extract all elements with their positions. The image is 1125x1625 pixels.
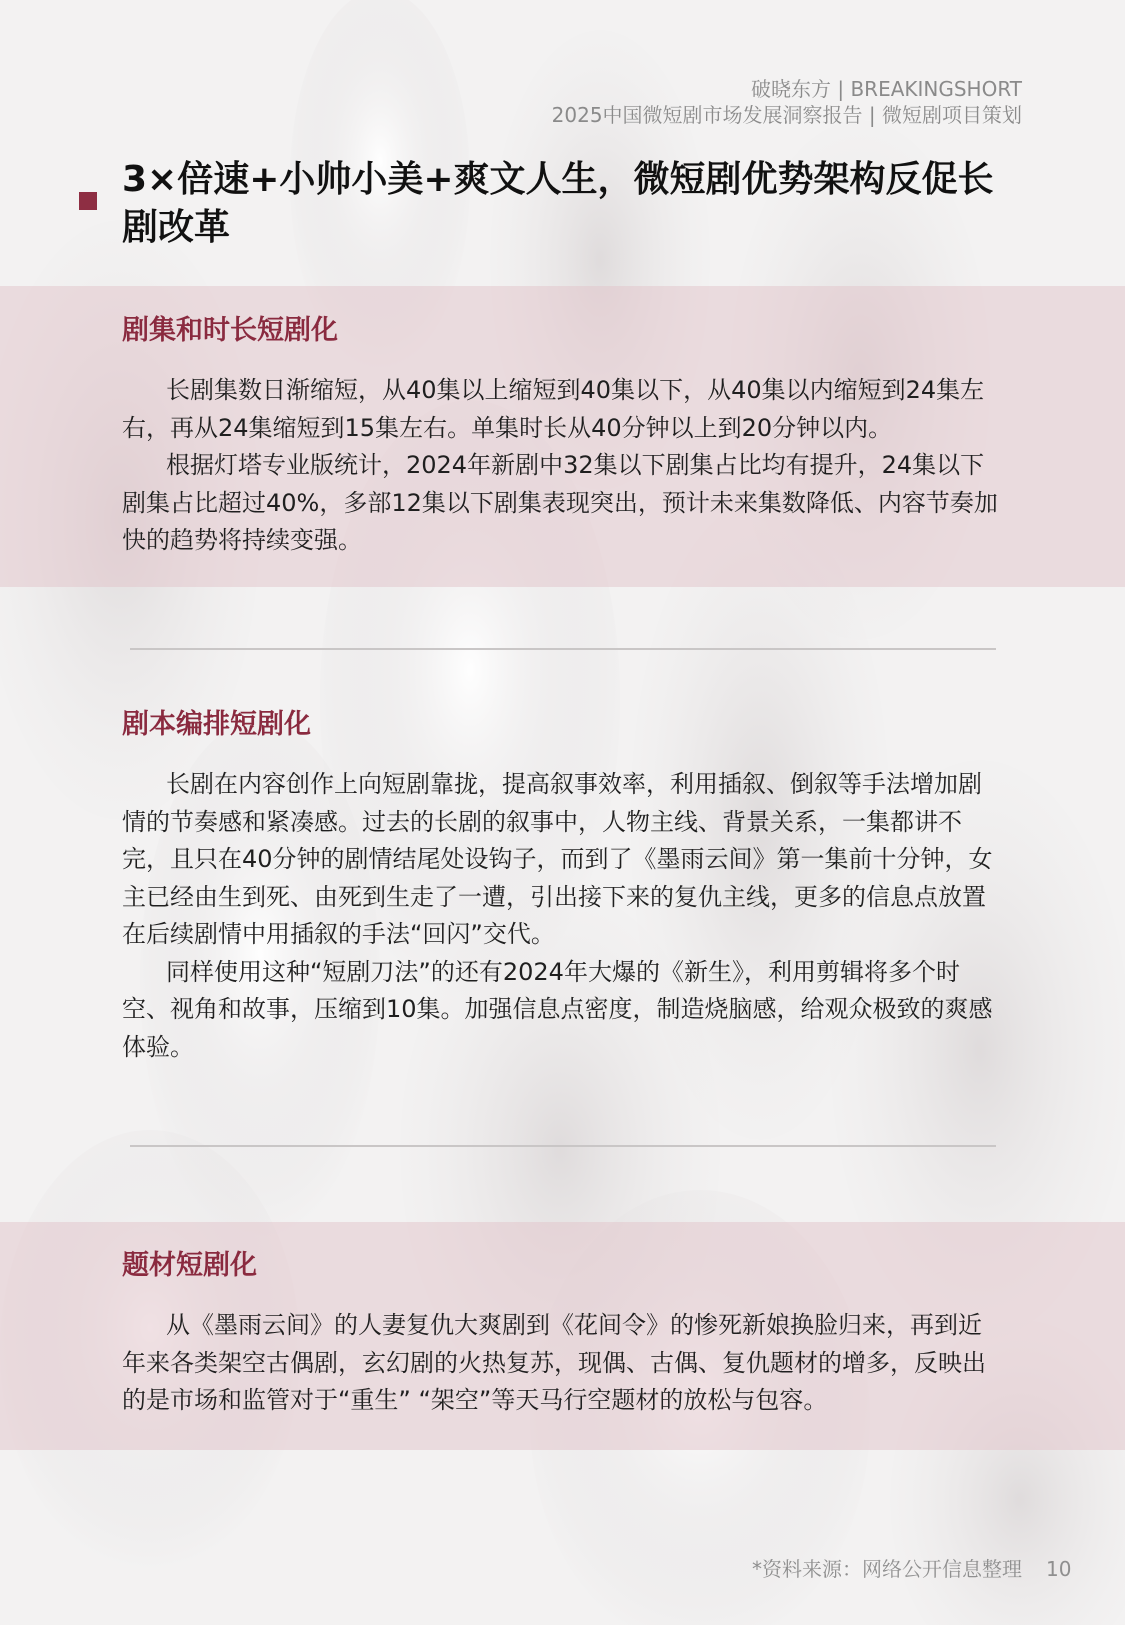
paragraph: 从《墨雨云间》的人妻复仇大爽剧到《花间令》的惨死新娘换脸归来，再到近年来各类架空古偶剧，玄幻剧的火热复苏，现偶、古偶、复仇题材的增多，反映出的是市场和监管对于“重生” “架空”等天马行空题材的放松与包容。 bbox=[122, 1311, 986, 1414]
page-title: 3×倍速+小帅小美+爽文人生，微短剧优势架构反促长剧改革 bbox=[122, 159, 994, 248]
section-body-script bbox=[122, 766, 1002, 1066]
section-body-episodes bbox=[122, 372, 1002, 560]
paragraph: 同样使用这种“短剧刀法”的还有2024年大爆的《新生》，利用剪辑将多个时空、视角和故事，压缩到10集。加强信息点密度，制造烧脑感，给观众极致的爽感体验。 bbox=[122, 957, 993, 1061]
title-marker bbox=[79, 192, 97, 210]
paragraph: 长剧在内容创作上向短剧靠拢，提高叙事效率，利用插叙、倒叙等手法增加剧情的节奏感和紧凑感。过去的长剧的叙事中，人物主线、背景关系，一集都讲不完，且只在40分钟的剧情结尾处设钩子，而到了《墨雨云间》第一集前十分钟，女主已经由生到死、由死到生走了一遭，引出接下来的复仇主线，更多的信息点放置在后续剧情中用插叙的手法“回闪”交代。 bbox=[122, 770, 993, 948]
header-report-title: 2025中国微短剧市场发展洞察报告 | 微短剧项目策划 bbox=[551, 103, 1022, 127]
page-number: 10 bbox=[1046, 1557, 1072, 1581]
divider bbox=[130, 648, 996, 650]
paragraph: 长剧集数日渐缩短，从40集以上缩短到40集以下，从40集以内缩短到24集左右，再从24集缩短到15集左右。单集时长从40分钟以上到20分钟以内。 bbox=[122, 376, 985, 442]
section-heading-episodes: 剧集和时长短剧化 bbox=[122, 315, 338, 346]
section-heading-themes: 题材短剧化 bbox=[122, 1250, 257, 1281]
divider bbox=[130, 1145, 996, 1147]
paragraph: 根据灯塔专业版统计，2024年新剧中32集以下剧集占比均有提升，24集以下剧集占比超过40%，多部12集以下剧集表现突出，预计未来集数降低、内容节奏加快的趋势将持续变强。 bbox=[122, 451, 998, 554]
section-body-themes bbox=[122, 1307, 1002, 1420]
footer-source: *资料来源：网络公开信息整理 bbox=[752, 1557, 1022, 1581]
header-brand: 破晓东方 | BREAKINGSHORT bbox=[751, 77, 1022, 101]
section-heading-script: 剧本编排短剧化 bbox=[122, 709, 311, 740]
